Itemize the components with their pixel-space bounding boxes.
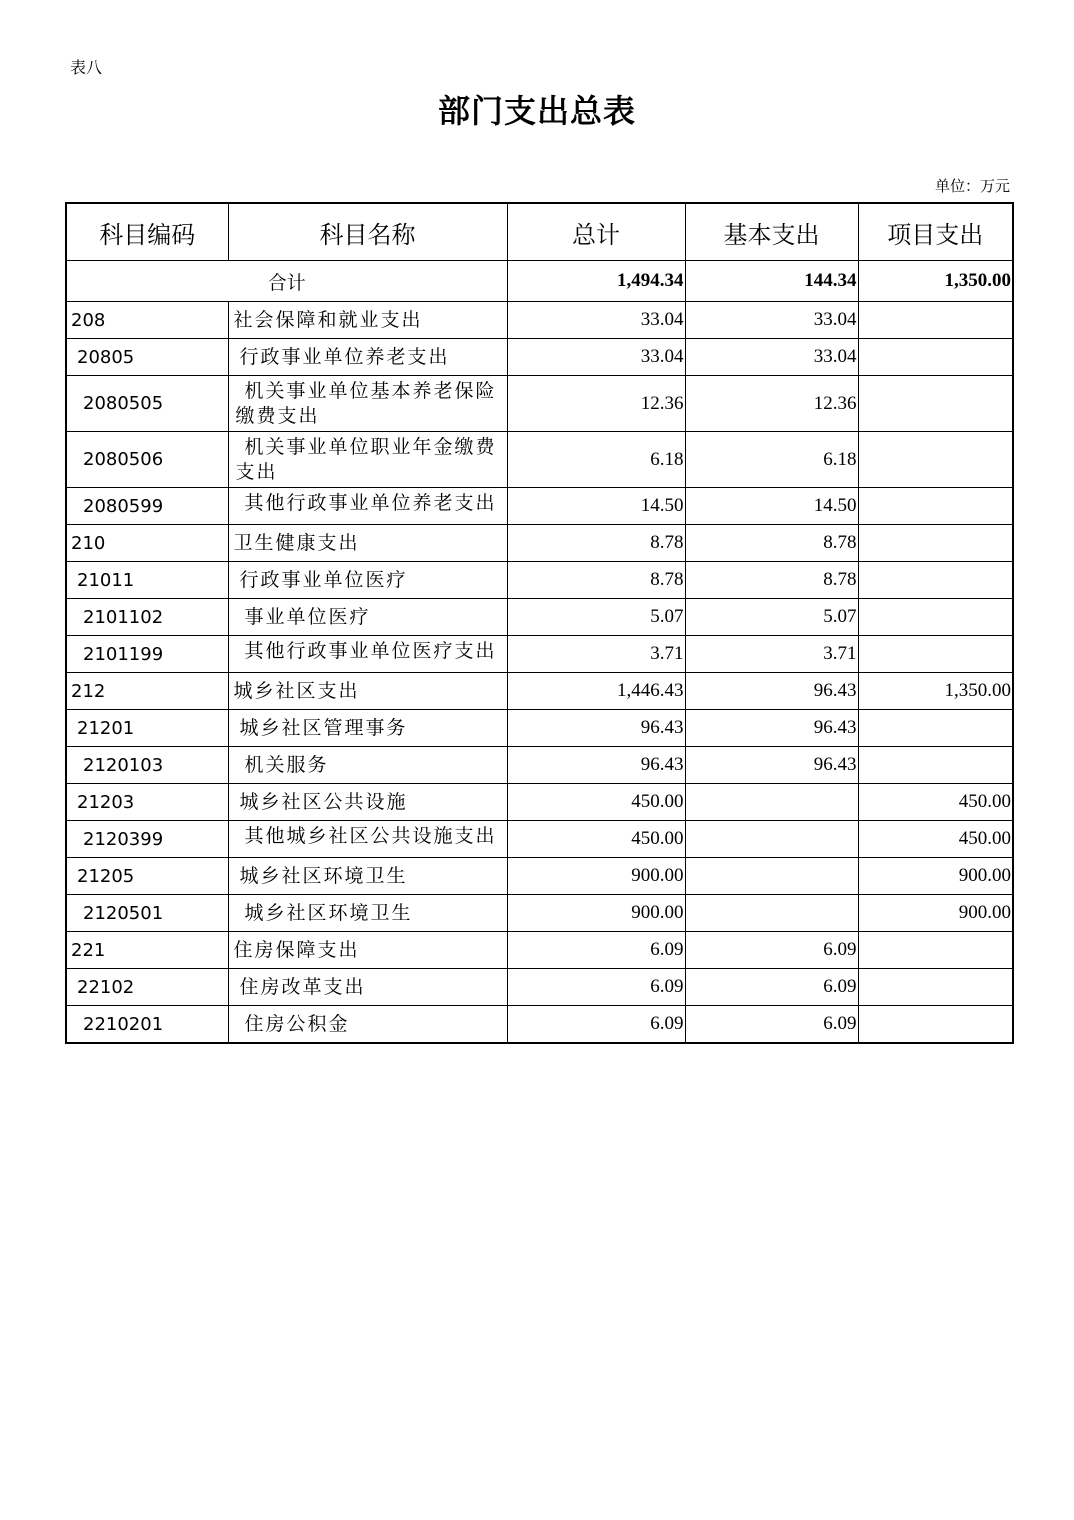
row-name: 城乡社区管理事务 [228, 710, 507, 747]
unit-label: 单位：万元 [934, 177, 1010, 195]
row-name: 社会保障和就业支出 [228, 302, 507, 339]
row-total: 450.00 [507, 821, 685, 858]
row-project [858, 432, 1013, 488]
column-header-total: 总计 [507, 203, 685, 261]
row-project [858, 1006, 1013, 1044]
row-name: 机关事业单位职业年金缴费支出 [228, 432, 507, 488]
row-name [228, 821, 507, 858]
row-project [858, 932, 1013, 969]
table-row [66, 1006, 1013, 1044]
total-sum: 1,494.34 [507, 261, 685, 302]
row-total: 33.04 [507, 339, 685, 376]
row-name: 机关服务 [228, 747, 507, 784]
row-project: 900.00 [858, 895, 1013, 932]
page-title: 部门支出总表 [437, 92, 636, 130]
row-basic [685, 784, 858, 821]
total-basic: 144.34 [685, 261, 858, 302]
row-code: 21011 [66, 562, 228, 599]
row-basic: 3.71 [685, 636, 858, 673]
row-basic: 5.07 [685, 599, 858, 636]
row-total: 900.00 [507, 895, 685, 932]
row-total: 96.43 [507, 747, 685, 784]
row-project: 450.00 [858, 784, 1013, 821]
row-project [858, 302, 1013, 339]
row-basic: 6.18 [685, 432, 858, 488]
row-total: 8.78 [507, 562, 685, 599]
row-basic [685, 858, 858, 895]
table-row [66, 784, 1013, 821]
table-row [66, 488, 1013, 525]
row-code: 2101102 [66, 599, 228, 636]
row-project [858, 969, 1013, 1006]
row-code: 2120103 [66, 747, 228, 784]
row-code: 20805 [66, 339, 228, 376]
row-total: 96.43 [507, 710, 685, 747]
row-basic: 33.04 [685, 339, 858, 376]
row-basic: 96.43 [685, 747, 858, 784]
row-basic: 6.09 [685, 932, 858, 969]
column-header-name: 科目名称 [228, 203, 507, 261]
row-total: 6.09 [507, 932, 685, 969]
row-code: 221 [66, 932, 228, 969]
table-row [66, 376, 1013, 432]
row-total: 5.07 [507, 599, 685, 636]
row-project [858, 488, 1013, 525]
row-code: 208 [66, 302, 228, 339]
row-code: 2080506 [66, 432, 228, 488]
row-total: 8.78 [507, 525, 685, 562]
row-project [858, 525, 1013, 562]
row-basic [685, 895, 858, 932]
row-code: 2101199 [66, 636, 228, 673]
row-total: 6.18 [507, 432, 685, 488]
row-project [858, 562, 1013, 599]
row-basic: 33.04 [685, 302, 858, 339]
row-name-text: 其他行政事业单位医疗支出 [244, 640, 497, 662]
row-total: 33.04 [507, 302, 685, 339]
row-basic: 96.43 [685, 710, 858, 747]
row-project: 900.00 [858, 858, 1013, 895]
total-label: 合计 [66, 261, 507, 302]
row-project [858, 636, 1013, 673]
table-row [66, 302, 1013, 339]
row-name [228, 636, 507, 673]
row-name: 城乡社区支出 [228, 673, 507, 710]
row-name-text: 其他行政事业单位养老支出 [244, 492, 497, 514]
column-header-project: 项目支出 [858, 203, 1013, 261]
row-name: 卫生健康支出 [228, 525, 507, 562]
table-row [66, 339, 1013, 376]
row-basic: 8.78 [685, 525, 858, 562]
total-row [66, 261, 1013, 302]
row-project [858, 710, 1013, 747]
row-code: 21205 [66, 858, 228, 895]
table-row [66, 747, 1013, 784]
row-name-text: 其他城乡社区公共设施支出 [244, 825, 497, 847]
row-project [858, 747, 1013, 784]
row-code: 22102 [66, 969, 228, 1006]
row-code: 2120399 [66, 821, 228, 858]
table-row [66, 895, 1013, 932]
expenditure-table [65, 202, 1014, 1044]
row-total: 1,446.43 [507, 673, 685, 710]
row-code: 21201 [66, 710, 228, 747]
row-total: 12.36 [507, 376, 685, 432]
total-project: 1,350.00 [858, 261, 1013, 302]
table-row [66, 562, 1013, 599]
row-code: 2210201 [66, 1006, 228, 1044]
row-project [858, 376, 1013, 432]
table-row [66, 599, 1013, 636]
column-header-code: 科目编码 [66, 203, 228, 261]
table-row [66, 710, 1013, 747]
row-name: 事业单位医疗 [228, 599, 507, 636]
row-project [858, 339, 1013, 376]
row-name: 城乡社区环境卫生 [228, 858, 507, 895]
row-name: 机关事业单位基本养老保险缴费支出 [228, 376, 507, 432]
row-name: 住房公积金 [228, 1006, 507, 1044]
row-total: 6.09 [507, 1006, 685, 1044]
row-total: 14.50 [507, 488, 685, 525]
row-total: 6.09 [507, 969, 685, 1006]
row-basic: 14.50 [685, 488, 858, 525]
row-total: 900.00 [507, 858, 685, 895]
row-code: 2080599 [66, 488, 228, 525]
row-basic: 8.78 [685, 562, 858, 599]
row-project [858, 599, 1013, 636]
row-total: 450.00 [507, 784, 685, 821]
table-header-row [66, 203, 1013, 261]
table-row [66, 525, 1013, 562]
row-code: 2080505 [66, 376, 228, 432]
column-header-basic: 基本支出 [685, 203, 858, 261]
row-name: 住房改革支出 [228, 969, 507, 1006]
table-row [66, 969, 1013, 1006]
row-name: 行政事业单位医疗 [228, 562, 507, 599]
table-row [66, 858, 1013, 895]
row-basic [685, 821, 858, 858]
row-code: 21203 [66, 784, 228, 821]
row-name: 住房保障支出 [228, 932, 507, 969]
row-project: 450.00 [858, 821, 1013, 858]
table-row [66, 432, 1013, 488]
row-name: 行政事业单位养老支出 [228, 339, 507, 376]
row-basic: 96.43 [685, 673, 858, 710]
row-name [228, 488, 507, 525]
row-name: 城乡社区公共设施 [228, 784, 507, 821]
row-basic: 6.09 [685, 969, 858, 1006]
row-total: 3.71 [507, 636, 685, 673]
table-row [66, 673, 1013, 710]
row-project: 1,350.00 [858, 673, 1013, 710]
table-row [66, 932, 1013, 969]
row-basic: 6.09 [685, 1006, 858, 1044]
table-row [66, 821, 1013, 858]
row-basic: 12.36 [685, 376, 858, 432]
table-row [66, 636, 1013, 673]
row-name: 城乡社区环境卫生 [228, 895, 507, 932]
row-code: 212 [66, 673, 228, 710]
table-number-label: 表八 [70, 58, 103, 77]
row-code: 2120501 [66, 895, 228, 932]
row-code: 210 [66, 525, 228, 562]
